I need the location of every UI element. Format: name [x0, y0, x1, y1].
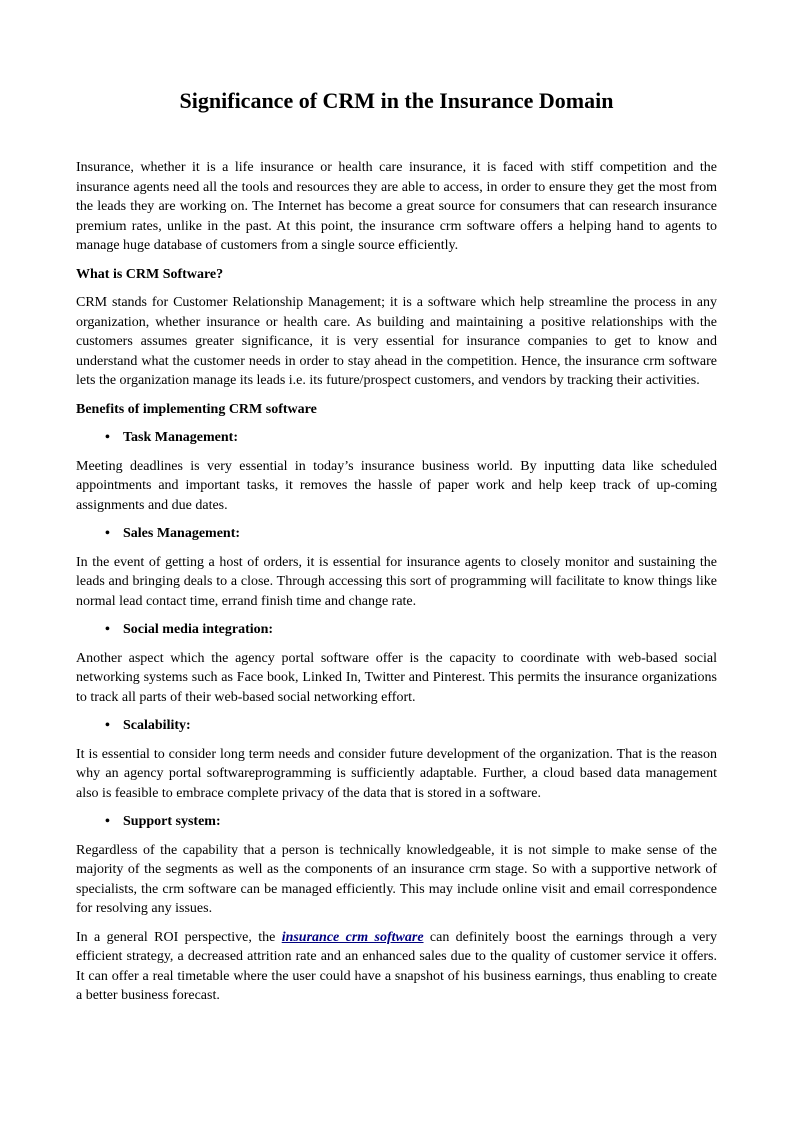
conclusion-text-before: In a general ROI perspective, the	[76, 929, 282, 945]
benefit-support-system-title	[76, 812, 717, 832]
document-title: Significance of CRM in the Insurance Domain	[179, 88, 614, 113]
benefit-scalability-title	[76, 716, 717, 736]
conclusion-paragraph	[76, 928, 717, 1006]
what-is-crm-paragraph: CRM stands for Customer Relationship Management; it is a software which help streamline the process in any organization, whether insurance or health care. As building and maintaining a positive relationships with the customers assumes greater significance, it is very essential for insurance companies to get to know and understand what the customer needs in order to stay ahead in the competition. Hence, the insurance crm software lets the organization manage its leads i.e. its future/prospect customers, and vendors by tracking their activities.	[76, 295, 717, 389]
benefit-title: Social media integration:	[123, 622, 274, 638]
benefit-social-media-text: Another aspect which the agency portal software offer is the capacity to coordinate with web-based social networking systems such as Face book, Linked In, Twitter and Pinterest. This permits the insurance organizations to track all parts of their web-based social networking effort.	[76, 650, 717, 705]
intro-paragraph: Insurance, whether it is a life insurance or health care insurance, it is faced with stiff competition and the insurance agents need all the tools and resources they are able to access, in order to ensure they get the most from the leads they are working on. The Internet has become a great source for consumers that can research insurance premium rates, unlike in the past. At this point, the insurance crm software offers a helping hand to agents to manage huge database of customers from a single source efficiently.	[76, 160, 717, 254]
benefit-title: Support system:	[123, 814, 221, 830]
benefit-scalability-text: It is essential to consider long term needs and consider future development of the organization. That is the reason why an agency portal softwareprogramming is sufficiently adaptable. Further, a cloud based data management also is feasible to embrace complete privacy of the data that is stored in a software.	[76, 746, 717, 801]
conclusion-text-after: can definitely boost the earnings through a very efficient strategy, a decreased attrition rate and an enhanced sales due to the quality of customer service it offers. It can offer a real timetable where the user could have a snapshot of his business earnings, thus enabling to create a better business forecast.	[76, 929, 717, 1004]
bullet-icon: •	[105, 622, 110, 638]
benefit-title: Sales Management:	[123, 526, 241, 542]
insurance-crm-software-link[interactable]: insurance crm software	[281, 929, 424, 945]
benefit-title: Task Management:	[123, 430, 238, 446]
bullet-icon: •	[105, 430, 110, 446]
benefit-task-management-title	[76, 428, 717, 448]
bullet-icon: •	[105, 526, 110, 542]
bullet-icon: •	[105, 718, 110, 734]
document-page	[76, 88, 717, 1015]
benefit-title: Scalability:	[123, 718, 191, 734]
benefit-task-management-text: Meeting deadlines is very essential in today’s insurance business world. By inputting data like scheduled appointments and important tasks, it removes the hassle of paper work and help keep track of up-coming assignments and due dates.	[76, 458, 717, 513]
benefit-sales-management-title	[76, 524, 717, 544]
benefit-support-system-text: Regardless of the capability that a person is technically knowledgeable, it is not simple to make sense of the majority of the segments as well as the components of an insurance crm stage. So with a supportive network of specialists, the crm software can be managed efficiently. This may include online visit and email correspondence for resolving any issues.	[76, 842, 717, 917]
benefit-social-media-title	[76, 620, 717, 640]
what-is-crm-heading: What is CRM Software?	[76, 266, 224, 282]
bullet-icon: •	[105, 814, 110, 830]
benefits-heading: Benefits of implementing CRM software	[76, 401, 317, 417]
benefit-sales-management-text: In the event of getting a host of orders, it is essential for insurance agents to closely monitor and sustaining the leads and bringing deals to a close. Through accessing this sort of programming will facilitate to know things like normal lead contact time, errand finish time and change rate.	[76, 554, 717, 609]
